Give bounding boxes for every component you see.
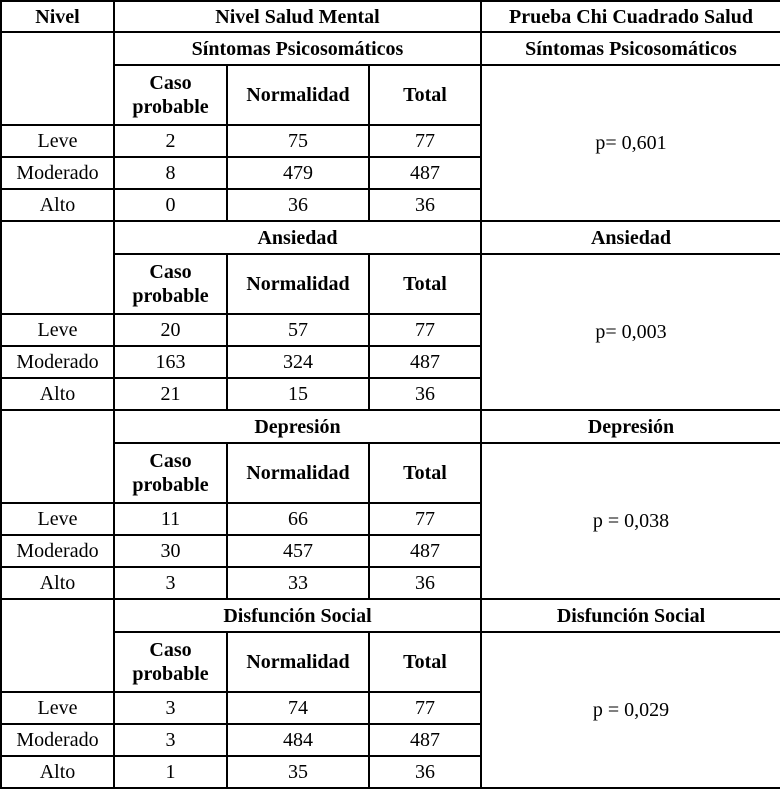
chi-section-title: Disfunción Social — [481, 599, 780, 632]
column-header-row — [1, 443, 780, 503]
nivel-cell: Leve — [1, 692, 114, 724]
caso-line2: probable — [132, 663, 209, 685]
p-value: p = 0,029 — [481, 632, 780, 788]
total-cell: 487 — [369, 535, 481, 567]
total-header: Total — [369, 65, 481, 125]
caso-cell: 11 — [114, 503, 227, 535]
caso-cell: 1 — [114, 756, 227, 788]
total-cell: 77 — [369, 692, 481, 724]
caso-line2: probable — [132, 96, 209, 118]
caso-cell: 20 — [114, 314, 227, 346]
normalidad-cell: 324 — [227, 346, 369, 378]
caso-line2: probable — [132, 474, 209, 496]
section-title: Síntomas Psicosomáticos — [114, 32, 481, 65]
nivel-cell: Leve — [1, 125, 114, 157]
normalidad-cell: 457 — [227, 535, 369, 567]
total-cell: 77 — [369, 503, 481, 535]
section-title: Disfunción Social — [114, 599, 481, 632]
caso-cell: 8 — [114, 157, 227, 189]
caso-line1: Caso — [149, 261, 192, 283]
normalidad-cell: 57 — [227, 314, 369, 346]
caso-probable-header — [114, 632, 227, 692]
normalidad-cell: 33 — [227, 567, 369, 599]
nivel-cell: Moderado — [1, 157, 114, 189]
normalidad-cell: 66 — [227, 503, 369, 535]
normalidad-cell: 479 — [227, 157, 369, 189]
total-cell: 36 — [369, 189, 481, 221]
section-blank-cell — [1, 410, 114, 503]
chi-section-title: Depresión — [481, 410, 780, 443]
nivel-cell: Alto — [1, 756, 114, 788]
caso-line1: Caso — [149, 72, 192, 94]
total-cell: 77 — [369, 314, 481, 346]
nivel-cell: Alto — [1, 567, 114, 599]
p-value: p = 0,038 — [481, 443, 780, 599]
column-header-row — [1, 254, 780, 314]
nivel-cell: Alto — [1, 189, 114, 221]
caso-line1: Caso — [149, 639, 192, 661]
normalidad-cell: 15 — [227, 378, 369, 410]
chi-header: Prueba Chi Cuadrado Salud — [481, 1, 780, 32]
normalidad-cell: 75 — [227, 125, 369, 157]
caso-cell: 2 — [114, 125, 227, 157]
normalidad-header: Normalidad — [227, 632, 369, 692]
normalidad-header: Normalidad — [227, 65, 369, 125]
nivel-cell: Leve — [1, 314, 114, 346]
section-blank-cell — [1, 221, 114, 314]
section-title: Ansiedad — [114, 221, 481, 254]
total-cell: 36 — [369, 756, 481, 788]
normalidad-header: Normalidad — [227, 443, 369, 503]
caso-probable-header — [114, 443, 227, 503]
section-title-row — [1, 599, 780, 632]
normalidad-cell: 35 — [227, 756, 369, 788]
nivel-cell: Leve — [1, 503, 114, 535]
nivel-cell: Moderado — [1, 724, 114, 756]
total-header: Total — [369, 254, 481, 314]
salud-mental-header: Nivel Salud Mental — [114, 1, 481, 32]
caso-cell: 21 — [114, 378, 227, 410]
caso-cell: 3 — [114, 692, 227, 724]
column-header-row — [1, 632, 780, 692]
nivel-cell: Moderado — [1, 535, 114, 567]
section-title-row — [1, 221, 780, 254]
total-cell: 487 — [369, 157, 481, 189]
total-header: Total — [369, 632, 481, 692]
normalidad-header: Normalidad — [227, 254, 369, 314]
p-value: p= 0,003 — [481, 254, 780, 410]
section-title-row — [1, 32, 780, 65]
total-cell: 36 — [369, 567, 481, 599]
nivel-header: Nivel — [1, 1, 114, 32]
header-row — [1, 1, 780, 32]
nivel-cell: Moderado — [1, 346, 114, 378]
normalidad-cell: 484 — [227, 724, 369, 756]
chi-section-title: Síntomas Psicosomáticos — [481, 32, 780, 65]
caso-probable-header — [114, 254, 227, 314]
p-value: p= 0,601 — [481, 65, 780, 221]
section-title-row — [1, 410, 780, 443]
section-blank-cell — [1, 32, 114, 125]
caso-line1: Caso — [149, 450, 192, 472]
caso-cell: 30 — [114, 535, 227, 567]
caso-cell: 163 — [114, 346, 227, 378]
caso-cell: 0 — [114, 189, 227, 221]
normalidad-cell: 36 — [227, 189, 369, 221]
caso-line2: probable — [132, 285, 209, 307]
total-cell: 36 — [369, 378, 481, 410]
table-body — [1, 1, 780, 788]
caso-cell: 3 — [114, 724, 227, 756]
caso-probable-header — [114, 65, 227, 125]
chi-section-title: Ansiedad — [481, 221, 780, 254]
nivel-cell: Alto — [1, 378, 114, 410]
total-cell: 487 — [369, 724, 481, 756]
total-cell: 487 — [369, 346, 481, 378]
total-header: Total — [369, 443, 481, 503]
section-blank-cell — [1, 599, 114, 692]
section-title: Depresión — [114, 410, 481, 443]
column-header-row — [1, 65, 780, 125]
caso-cell: 3 — [114, 567, 227, 599]
total-cell: 77 — [369, 125, 481, 157]
normalidad-cell: 74 — [227, 692, 369, 724]
